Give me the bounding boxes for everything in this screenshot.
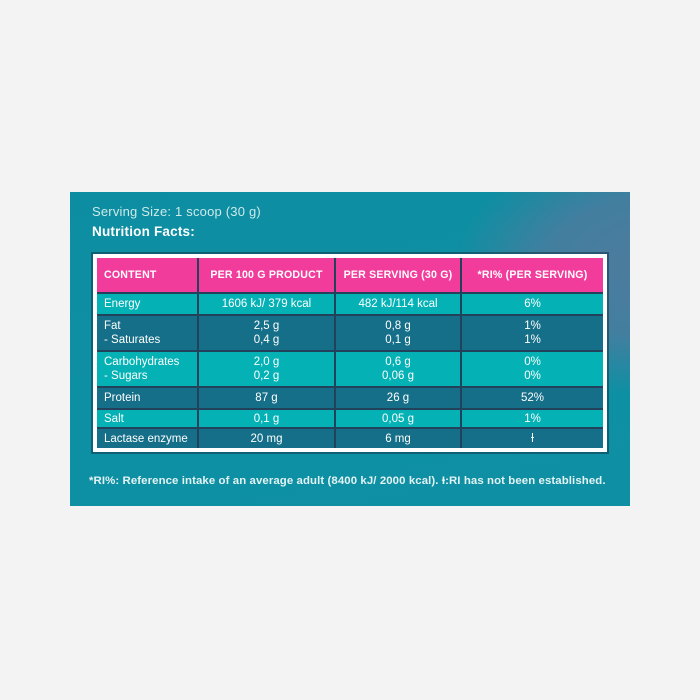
table-cell: 26 g [335,387,461,409]
table-cell: 2,0 g 0,2 g [198,351,335,387]
reference-intake-footnote: *RI%: Reference intake of an average adult (8400 kJ/ 2000 kcal). Ɨ:RI has not been established. [89,475,606,487]
nutrition-table [97,258,603,448]
table-row-carbohydrates [97,351,603,387]
table-cell: Lactase enzyme [97,428,198,448]
nutrition-table-frame [93,254,607,452]
col-header-per-100g: PER 100 G PRODUCT [198,258,335,293]
table-row-energy [97,293,603,315]
nutrition-facts-title: Nutrition Facts: [92,224,195,239]
table-cell: 87 g [198,387,335,409]
table-cell: 1% 1% [461,315,603,351]
table-cell: Energy [97,293,198,315]
table-cell: 6 mg [335,428,461,448]
table-cell: Protein [97,387,198,409]
table-cell: 0,05 g [335,409,461,428]
table-cell: 0,8 g 0,1 g [335,315,461,351]
table-cell: Salt [97,409,198,428]
table-cell: 482 kJ/114 kcal [335,293,461,315]
table-row-fat [97,315,603,351]
table-cell: 0,1 g [198,409,335,428]
table-header-row [97,258,603,293]
table-cell: Ɨ [461,428,603,448]
table-cell: 52% [461,387,603,409]
table-cell: 2,5 g 0,4 g [198,315,335,351]
col-header-per-serving: PER SERVING (30 G) [335,258,461,293]
col-header-content: CONTENT [97,258,198,293]
product-label-image [70,192,630,506]
table-cell: 0,6 g 0,06 g [335,351,461,387]
table-cell: 1606 kJ/ 379 kcal [198,293,335,315]
table-cell: 6% [461,293,603,315]
table-cell: Fat - Saturates [97,315,198,351]
serving-size-text: Serving Size: 1 scoop (30 g) [92,204,261,219]
col-header-ri-percent: *RI% (PER SERVING) [461,258,603,293]
table-cell: 0% 0% [461,351,603,387]
table-row-salt [97,409,603,428]
table-row-lactase-enzyme [97,428,603,448]
table-row-protein [97,387,603,409]
table-cell: 20 mg [198,428,335,448]
table-cell: Carbohydrates - Sugars [97,351,198,387]
table-cell: 1% [461,409,603,428]
